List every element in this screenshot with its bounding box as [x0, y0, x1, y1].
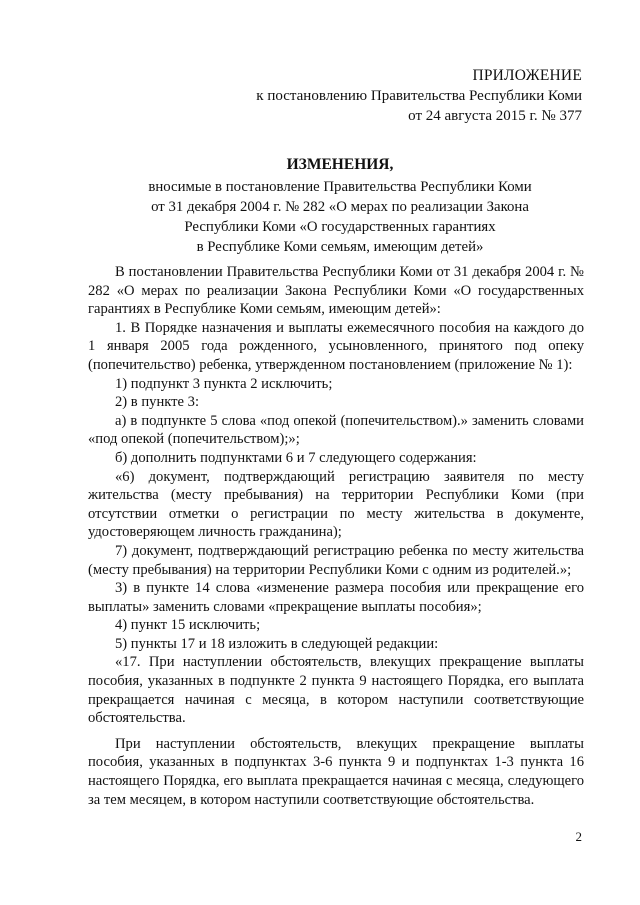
paragraph: 4) пункт 15 исключить;	[115, 617, 261, 634]
appendix-line-2: от 24 августа 2015 г. № 377	[408, 108, 582, 124]
paragraph: а) в подпункте 5 слова «под опекой (попечительством).» заменить словами «под опекой (попечительством);»;	[88, 412, 584, 448]
paragraph: 1. В Порядке назначения и выплаты ежемесячного пособия на каждого до 1 января 2005 года рожденного, усыновленного, принятого под опеку (попечительство) ребенка, утвержденном постановлением (приложение № 1):	[88, 319, 584, 373]
paragraph: При наступлении обстоятельств, влекущих прекращение выплаты пособия, указанных в подпунктах 3-6 пункта 9 и подпунктах 1-3 пункта 16 настоящего Порядка, его выплата прекращается начиная с месяца, следующего за тем месяцем, в котором наступили соответствующие обстоятельства.	[88, 735, 584, 808]
paragraph: В постановлении Правительства Республики Коми от 31 декабря 2004 г. № 282 «О мерах по реализации Закона Республики Коми «О государственных гарантиях в Республике Коми семьям, имеющим детей»:	[88, 264, 584, 318]
paragraph: 2) в пункте 3:	[115, 394, 200, 411]
heading-line-2: от 31 декабря 2004 г. № 282 «О мерах по реализации Закона	[151, 199, 529, 215]
heading-line-1: вносимые в постановление Правительства Республики Коми	[148, 179, 532, 195]
paragraph: 1) подпункт 3 пункта 2 исключить;	[115, 375, 333, 392]
document-body	[88, 263, 584, 809]
paragraph: «6) документ, подтверждающий регистрацию заявителя по месту жительства (месту пребывания) на территории Республики Коми (при отсутствии отметки о регистрации по месту жительства в документе, удостоверяющем личность гражданина);	[88, 468, 584, 541]
paragraph: б) дополнить подпунктами 6 и 7 следующего содержания:	[115, 449, 477, 466]
paragraph: 5) пункты 17 и 18 изложить в следующей редакции:	[115, 635, 439, 652]
paragraph: 7) документ, подтверждающий регистрацию ребенка по месту жительства (месту пребывания) на территории Республики Коми с одним из родителей.»;	[88, 542, 584, 578]
appendix-block	[256, 66, 582, 126]
heading-line-4: в Республике Коми семьям, имеющим детей»	[196, 239, 484, 255]
appendix-title: ПРИЛОЖЕНИЕ	[472, 67, 582, 84]
paragraph: 3) в пункте 14 слова «изменение размера пособия или прекращение его выплаты» заменить словами «прекращение выплаты пособия»;	[88, 580, 584, 615]
document-heading	[90, 155, 590, 257]
heading-title: ИЗМЕНЕНИЯ,	[286, 156, 394, 173]
paragraph: «17. При наступлении обстоятельств, влекущих прекращение выплаты пособия, указанных в подпункте 2 пункта 9 настоящего Порядка, его выплата прекращается начиная с месяца, в котором наступили соответствующие обстоятельства.	[88, 654, 584, 727]
appendix-line-1: к постановлению Правительства Республики Коми	[256, 88, 582, 104]
heading-line-3: Республики Коми «О государственных гарантиях	[184, 219, 496, 235]
page-number: 2	[575, 829, 582, 844]
